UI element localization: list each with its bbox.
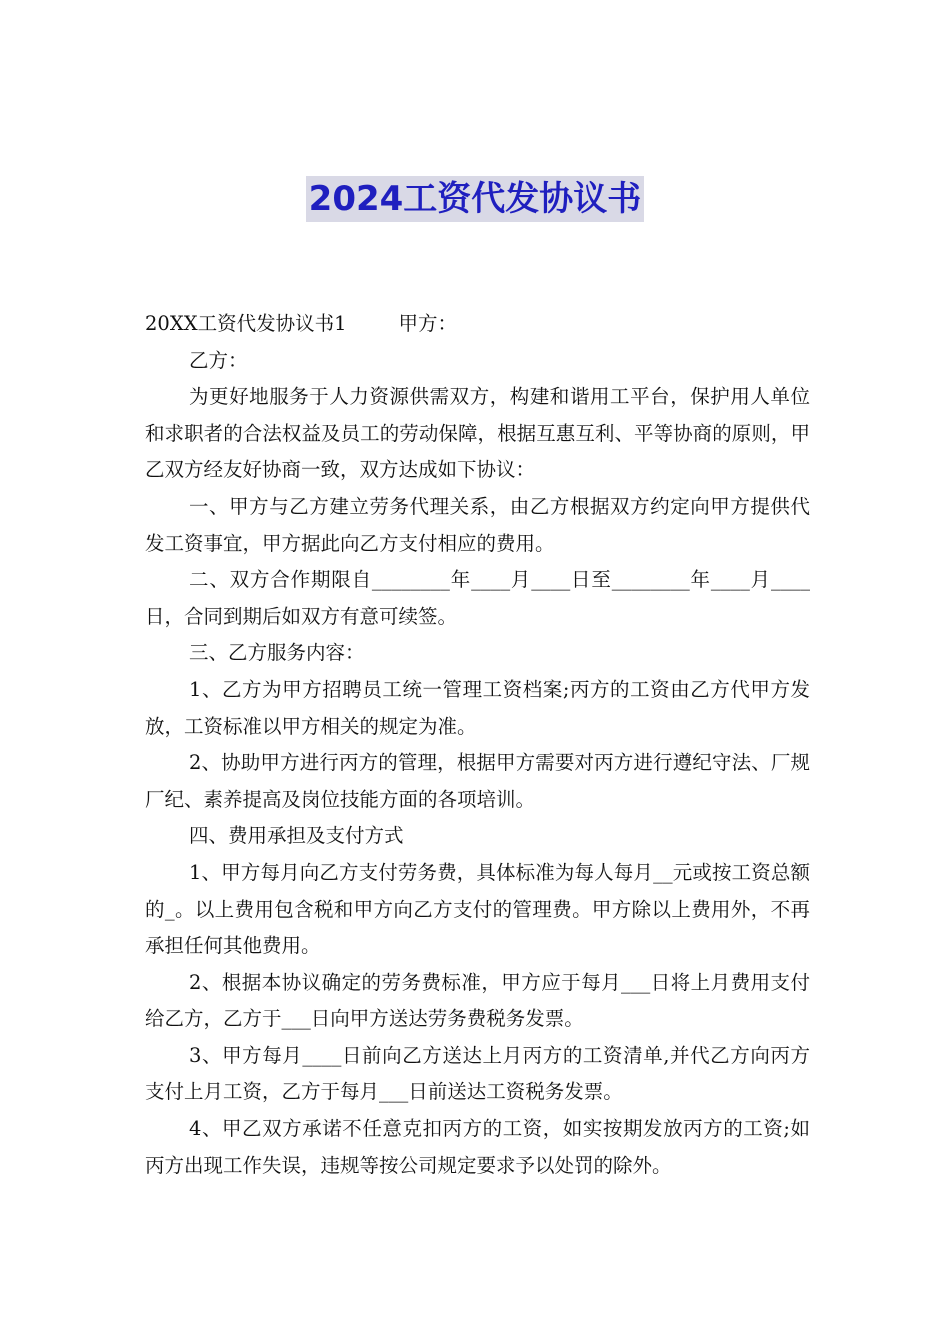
section-heading: 四、费用承担及支付方式 (189, 824, 404, 848)
paragraph: 为更好地服务于人力资源供需双方，构建和谐用工平台，保护用人单位和求职者的合法权益及员工的劳动保障，根据互惠互利、平等协商的原则，甲乙双方经友好协商一致，双方达成如下协议： (145, 385, 810, 482)
party-a-label: 甲方： (398, 312, 457, 335)
paragraph: 1、甲方每月向乙方支付劳务费，具体标准为每人每月__元或按工资总额的_。以上费用包含税和甲方向乙方支付的管理费。甲方除以上费用外，不再承担任何其他费用。 (145, 860, 810, 958)
intro-line (145, 306, 810, 343)
intro-heading: 20XX工资代发协议书1 (145, 312, 347, 335)
section-heading: 三、乙方服务内容： (189, 641, 365, 665)
title-container (0, 176, 950, 222)
party-b-label: 乙方： (189, 348, 248, 372)
paragraph: 2、根据本协议确定的劳务费标准，甲方应于每月___日将上月费用支付给乙方，乙方于___日向甲方送达劳务费税务发票。 (145, 970, 810, 1031)
paragraph: 一、甲方与乙方建立劳务代理关系，由乙方根据双方约定向甲方提供代发工资事宜，甲方据此向乙方支付相应的费用。 (145, 494, 810, 555)
paragraph: 二、双方合作期限自________年____月____日至________年____月____日，合同到期后如双方有意可续签。 (145, 568, 810, 628)
paragraph: 4、甲乙双方承诺不任意克扣丙方的工资，如实按期发放丙方的工资;如丙方出现工作失误，违规等按公司规定要求予以处罚的除外。 (145, 1117, 810, 1177)
paragraph: 1、乙方为甲方招聘员工统一管理工资档案;丙方的工资由乙方代甲方发放，工资标准以甲方相关的规定为准。 (145, 677, 810, 738)
document-title: 2024工资代发协议书 (306, 176, 645, 222)
paragraph: 3、甲方每月____日前向乙方送达上月丙方的工资清单,并代乙方向丙方支付上月工资，乙方于每月___日前送达工资税务发票。 (145, 1043, 810, 1104)
document-body (145, 306, 810, 1184)
paragraph: 2、协助甲方进行丙方的管理，根据甲方需要对丙方进行遵纪守法、厂规厂纪、素养提高及岗位技能方面的各项培训。 (145, 751, 810, 811)
